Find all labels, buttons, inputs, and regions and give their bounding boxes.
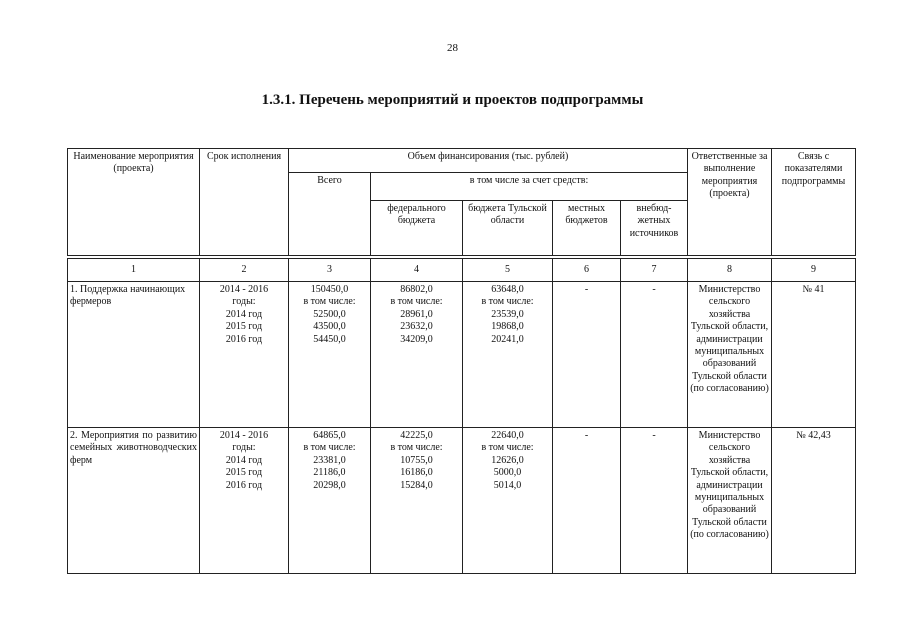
total-value: 21186,0 [313, 467, 346, 479]
federal-value: 16186,0 [400, 467, 433, 479]
total-value: в том числе: [303, 442, 356, 454]
term-line: годы: [232, 296, 256, 308]
term-cell [200, 282, 289, 428]
header-financing: Объем финансирования (тыс. рублей) [289, 149, 688, 173]
total-cell [289, 282, 371, 428]
total-value: 23381,0 [313, 454, 346, 466]
term-line: годы: [232, 442, 256, 454]
federal-value: 34209,0 [400, 333, 433, 345]
total-cell [289, 428, 371, 574]
column-number: 8 [688, 259, 772, 282]
page-title: 1.3.1. Перечень мероприятий и проектов подпрограммы [261, 92, 644, 108]
regional-value: 20241,0 [491, 333, 524, 345]
regional-value: 19868,0 [491, 321, 524, 333]
federal-value: 23632,0 [400, 321, 433, 333]
term-line: 2015 год [225, 467, 263, 479]
federal-value: 15284,0 [400, 479, 433, 491]
measures-table [67, 148, 856, 574]
measure-name: 2. Мероприятия по развитию семейных животноводческих ферм [68, 428, 200, 574]
header-including: в том числе за счет средств: [371, 173, 688, 201]
total-value: 150450,0 [310, 284, 349, 295]
measure-name: 1. Поддержка начинающих фермеров [68, 282, 200, 428]
responsible-cell: Министерство сельского хозяйства Тульской области, администрации муниципальных образований Тульской области (по согласованию) [688, 428, 772, 574]
federal-value: 42225,0 [400, 430, 433, 441]
total-value: в том числе: [303, 296, 356, 308]
term-cell [200, 428, 289, 574]
term-line: 2016 год [225, 479, 263, 491]
header-name: Наименование мероприятия (проекта) [68, 149, 200, 256]
regional-value: 5014,0 [493, 479, 522, 491]
regional-value: 5000,0 [493, 467, 522, 479]
header-local: местных бюджетов [553, 201, 621, 256]
total-value: 20298,0 [313, 479, 346, 491]
header-extra: внебюд-жетных источников [621, 201, 688, 256]
total-value: 52500,0 [313, 308, 346, 320]
header-federal: федерального бюджета [371, 201, 463, 256]
header-link: Связь с показателями подпрограммы [772, 149, 856, 256]
regional-value: 63648,0 [491, 284, 524, 295]
page-number: 28 [447, 42, 458, 54]
regional-value: в том числе: [481, 296, 534, 308]
header-regional: бюджета Тульской области [463, 201, 553, 256]
total-value: 54450,0 [313, 333, 346, 345]
regional-cell [463, 428, 553, 574]
column-number: 1 [68, 259, 200, 282]
responsible-cell: Министерство сельского хозяйства Тульской области, администрации муниципальных образований Тульской области (по согласованию) [688, 282, 772, 428]
table-row [68, 282, 856, 428]
extra-cell: - [621, 428, 688, 574]
term-line: 2015 год [225, 321, 263, 333]
table-row [68, 428, 856, 574]
federal-value: в том числе: [390, 442, 443, 454]
federal-value: 28961,0 [400, 308, 433, 320]
term-line: 2016 год [225, 333, 263, 345]
link-cell: № 42,43 [772, 428, 856, 574]
term-line: 2014 - 2016 [219, 284, 269, 295]
federal-cell [371, 282, 463, 428]
regional-value: 12626,0 [491, 454, 524, 466]
federal-value: 10755,0 [400, 454, 433, 466]
total-value: 43500,0 [313, 321, 346, 333]
local-cell: - [553, 428, 621, 574]
term-line: 2014 год [225, 454, 263, 466]
regional-value: 23539,0 [491, 308, 524, 320]
column-number: 2 [200, 259, 289, 282]
regional-cell [463, 282, 553, 428]
link-cell: № 41 [772, 282, 856, 428]
term-line: 2014 год [225, 308, 263, 320]
term-line: 2014 - 2016 [219, 430, 269, 441]
column-number: 7 [621, 259, 688, 282]
column-number: 3 [289, 259, 371, 282]
column-number: 4 [371, 259, 463, 282]
extra-cell: - [621, 282, 688, 428]
federal-value: 86802,0 [400, 284, 433, 295]
federal-cell [371, 428, 463, 574]
federal-value: в том числе: [390, 296, 443, 308]
regional-value: в том числе: [481, 442, 534, 454]
header-responsible: Ответственные за выполнение мероприятия (проекта) [688, 149, 772, 256]
total-value: 64865,0 [313, 430, 346, 441]
header-term: Срок исполнения [200, 149, 289, 256]
regional-value: 22640,0 [491, 430, 524, 441]
local-cell: - [553, 282, 621, 428]
header-total: Всего [289, 173, 371, 256]
column-number: 9 [772, 259, 856, 282]
column-number: 6 [553, 259, 621, 282]
column-number: 5 [463, 259, 553, 282]
